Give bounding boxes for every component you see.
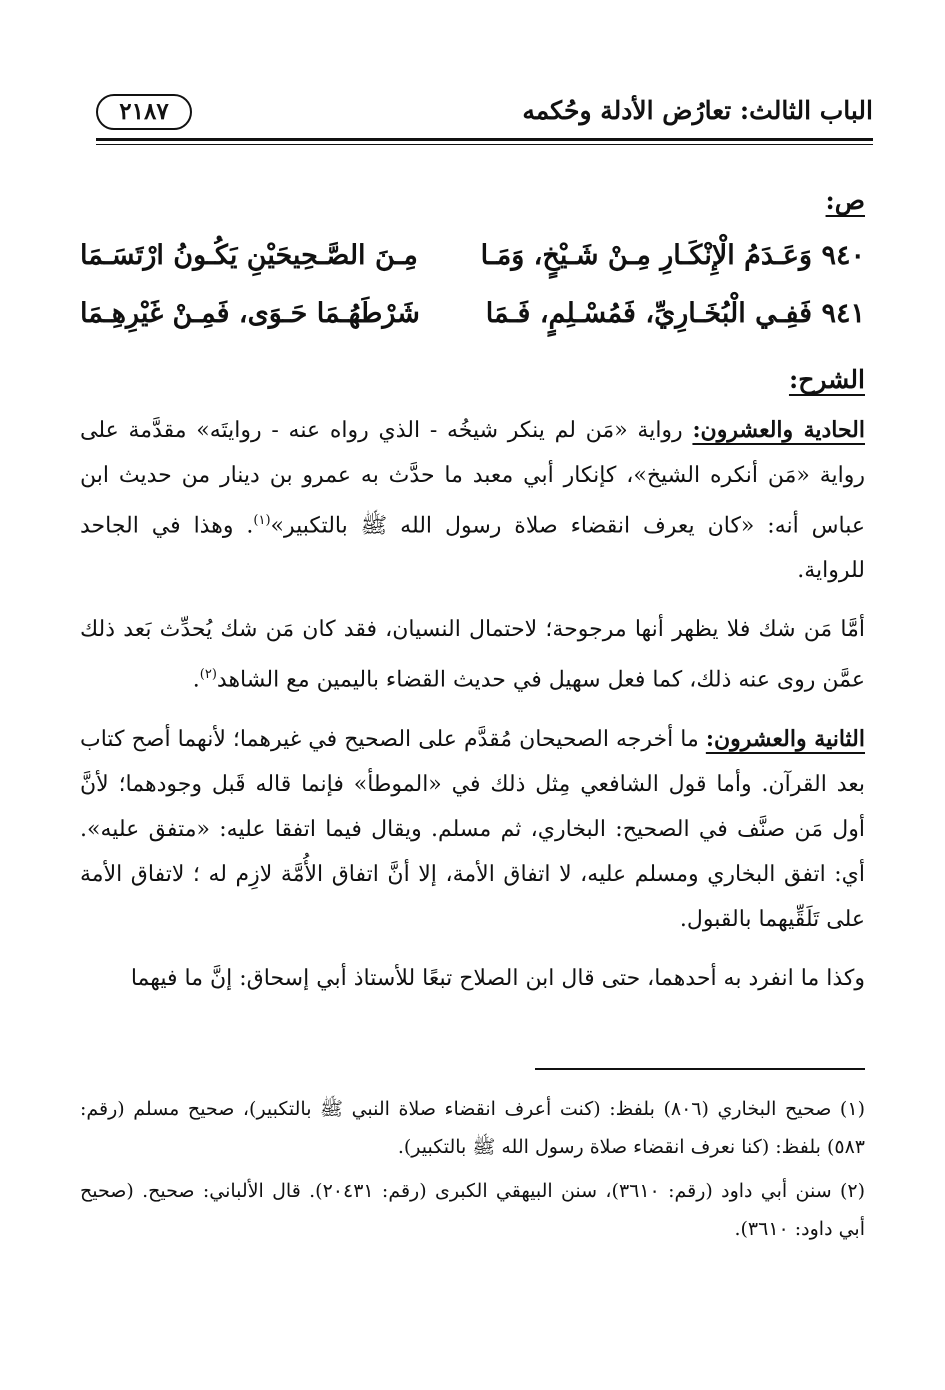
verse-block — [80, 227, 865, 343]
sharh-label: الشرح: — [788, 365, 865, 394]
verse-right-hemistich: ٩٤٠ وَعَـدَمُ الْإِنْكَـارِ مِـنْ شَـيْخٍ، وَمَـا — [480, 240, 865, 271]
footnote-1: (١) صحيح البخاري (٨٠٦) بلفظ: (كنت أعرف انقضاء صلاة النبي ﷺ بالتكبير)، صحيح مسلم (رقم: ٥٨٣) بلفظ: (كنا نعرف انقضاء صلاة رسول الله ﷺ بالتكبير). — [80, 1098, 865, 1158]
verse-left-hemistich: مِـنَ الصَّـحِيحَيْنِ يَكُـونُ ارْتَسَـمَا — [80, 240, 418, 271]
paragraph-continued — [80, 956, 865, 1001]
paragraph-lead: الثانية والعشرون: — [705, 725, 866, 752]
footnote-separator — [535, 1068, 865, 1070]
footnote-ref[interactable]: (١) — [253, 513, 271, 528]
verse-right-hemistich: ٩٤١ فَفِـي الْبُخَـارِيِّ، فَمُسْـلِمٍ، فَـمَا — [485, 298, 865, 329]
paragraph-text: ما أخرجه الصحيحان مُقدَّم على الصحيح في غيرهما؛ لأنهما أصح كتاب بعد القرآن. وأما قول الشافعي مِثل ذلك في «الموطأ» فإنما قاله قَبل وجودهما؛ لأنَّ أول مَن صنَّف في الصحيح: البخاري، ثم مسلم. ويقال فيما اتفقا عليه: «متفق عليه». أي: اتفق البخاري ومسلم عليه، لا اتفاق الأمة، إلا أنَّ اتفاق الأُمَّة لازِم له ؛ لاتفاق الأمة على تَلَقِّيهما بالقبول. — [80, 726, 865, 932]
paragraph-21 — [80, 408, 865, 593]
header-rule-thin — [96, 144, 873, 145]
paragraph-lead: الحادية والعشرون: — [692, 417, 865, 443]
paragraph-tail: . — [192, 667, 200, 693]
footnote-2: (٢) سنن أبي داود (رقم: ٣٦١٠)، سنن البيهقي الكبرى (رقم: ٢٠٤٣١). قال الألباني: صحيح. (صحيح أبي داود: ٣٦١٠). — [80, 1180, 865, 1240]
paragraph-22 — [80, 717, 865, 942]
header-rule-thick — [96, 138, 873, 141]
paragraph-text: رواية «مَن لم ينكر شيخُه - الذي رواه عنه - روايتَه» مقدَّمة على رواية «مَن أنكره الشيخ»، كإنكار أبي معبد ما حدَّث به عمرو بن دينار من حديث ابن عباس أنه: «كان يعرف انقضاء صلاة رسول الله ﷺ بالتكبير» — [80, 418, 865, 539]
paragraph-doubt — [80, 607, 865, 702]
footnotes — [80, 1090, 865, 1254]
paragraph-tail: . وهذا في الجاحد للرواية. — [80, 513, 865, 584]
paragraph-text: أمَّا مَن شك فلا يظهر أنها مرجوحة؛ لاحتمال النسيان، فقد كان مَن شك يُحدِّث بَعد ذلك عمَّن روى عنه ذلك، كما فعل سهيل في حديث القضاء باليمين مع الشاهد — [80, 617, 865, 693]
verse-left-hemistich: شَرْطَهُـمَا حَـوَى، فَمِـنْ غَيْرِهِـمَا — [80, 298, 420, 329]
running-title: الباب الثالث: تعارُض الأدلة وحُكمه — [522, 96, 873, 125]
page-header — [96, 92, 873, 144]
verse-line — [80, 227, 865, 285]
page-number: ٢١٨٧ — [96, 94, 192, 130]
verse-label: ص: — [825, 186, 865, 215]
verse-line — [80, 285, 865, 343]
paragraph-text: وكذا ما انفرد به أحدهما، حتى قال ابن الصلاح تبعًا للأستاذ أبي إسحاق: إنَّ ما فيهما — [130, 965, 865, 991]
footnote-ref[interactable]: (٢) — [199, 667, 217, 683]
main-content — [80, 186, 865, 1001]
